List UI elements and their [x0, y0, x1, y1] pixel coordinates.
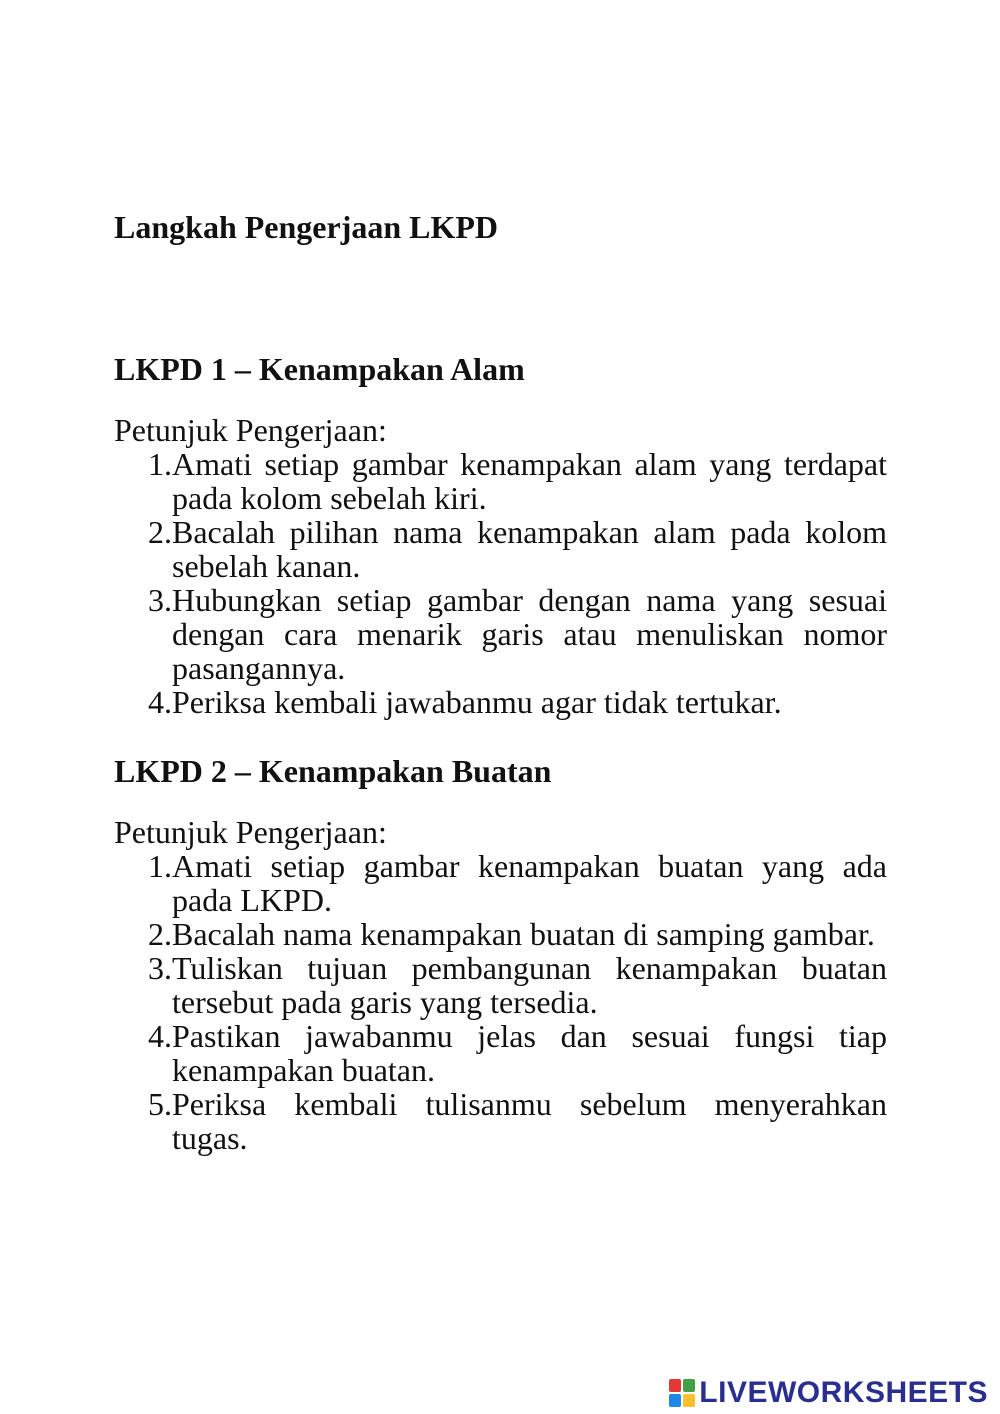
step-number: 4.: [148, 684, 172, 720]
step-number: 1.: [148, 446, 172, 482]
section-lkpd-1: [114, 347, 887, 719]
step-number: 2.: [148, 514, 172, 550]
list-item: [114, 583, 887, 685]
list-item: [114, 447, 887, 515]
step-text: Bacalah pilihan nama kenampakan alam pada kolom sebelah kanan.: [172, 514, 887, 584]
step-text: Periksa kembali jawabanmu agar tidak tertukar.: [172, 684, 782, 720]
instructions-label: Petunjuk Pengerjaan:: [114, 814, 387, 850]
step-text: Bacalah nama kenampakan buatan di samping gambar.: [172, 916, 875, 952]
document-body: [114, 205, 887, 1155]
list-item: [114, 951, 887, 1019]
logo-tile: [683, 1394, 695, 1407]
step-text: Amati setiap gambar kenampakan buatan yang ada pada LKPD.: [172, 848, 887, 918]
step-text: Periksa kembali tulisanmu sebelum menyerahkan tugas.: [172, 1086, 887, 1156]
step-text: Tuliskan tujuan pembangunan kenampakan buatan tersebut pada garis yang tersedia.: [172, 950, 887, 1020]
list-item: [114, 685, 887, 719]
list-item: [114, 1087, 887, 1155]
section-lkpd-2: [114, 749, 887, 1155]
step-number: 2.: [148, 916, 172, 952]
list-item: [114, 1019, 887, 1087]
page-title: Langkah Pengerjaan LKPD: [114, 209, 499, 245]
step-number: 3.: [148, 582, 172, 618]
step-text: Amati setiap gambar kenampakan alam yang terdapat pada kolom sebelah kiri.: [172, 446, 887, 516]
steps-list: [114, 447, 887, 719]
steps-list: [114, 849, 887, 1155]
step-number: 5.: [148, 1086, 172, 1122]
step-text: Hubungkan setiap gambar dengan nama yang sesuai dengan cara menarik garis atau menuliskan nomor pasangannya.: [172, 582, 887, 686]
logo-tile: [683, 1379, 695, 1392]
instructions-label: Petunjuk Pengerjaan:: [114, 412, 387, 448]
list-item: [114, 515, 887, 583]
list-item: [114, 849, 887, 917]
liveworksheets-watermark: [669, 1376, 988, 1410]
logo-tile: [669, 1394, 681, 1407]
section-heading: LKPD 2 – Kenampakan Buatan: [114, 753, 552, 789]
liveworksheets-logo-icon: [669, 1379, 695, 1407]
step-number: 1.: [148, 848, 172, 884]
logo-tile: [669, 1379, 681, 1392]
step-text: Pastikan jawabanmu jelas dan sesuai fungsi tiap kenampakan buatan.: [172, 1018, 887, 1088]
list-item: [114, 917, 887, 951]
step-number: 4.: [148, 1018, 172, 1054]
step-number: 3.: [148, 950, 172, 986]
watermark-text: LIVEWORKSHEETS: [699, 1376, 988, 1409]
section-heading: LKPD 1 – Kenampakan Alam: [114, 351, 525, 387]
